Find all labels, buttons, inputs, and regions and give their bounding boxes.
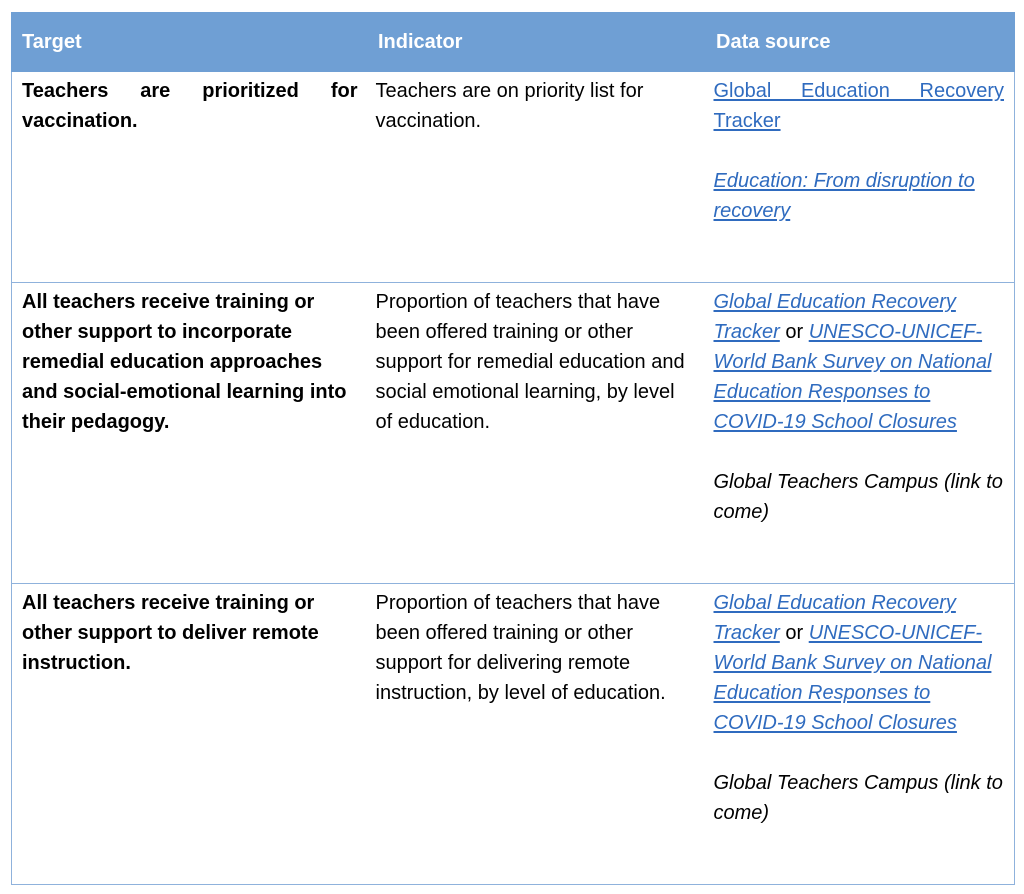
source-link-global-education-recovery-tracker[interactable]: Global Education Recovery Tracker: [713, 291, 956, 343]
source-links: [714, 588, 1005, 738]
table-header: [12, 13, 1015, 72]
target-cell: Teachers are prioritized for vaccination.: [12, 72, 366, 283]
indicator-cell: Proportion of teachers that have been offered training or other support for remedial education and social emotional learning, by level of education.: [366, 283, 704, 584]
header-target: Target: [12, 13, 366, 72]
spacer: [714, 437, 1005, 467]
source-links: [714, 287, 1005, 437]
indicator-cell: Proportion of teachers that have been offered training or other support for delivering remote instruction, by level of education.: [366, 584, 704, 885]
data-source-cell: [704, 283, 1015, 584]
target-cell: All teachers receive training or other support to incorporate remedial education approaches and social-emotional learning into their pedagogy.: [12, 283, 366, 584]
spacer: [714, 738, 1005, 768]
source-connector: or: [779, 622, 809, 644]
source-connector: or: [779, 321, 809, 343]
target-cell: All teachers receive training or other support to deliver remote instruction.: [12, 584, 366, 885]
table-row: [12, 584, 1015, 885]
spacer: [714, 136, 1005, 166]
source-link-global-education-recovery-tracker[interactable]: Global Education Recovery Tracker: [713, 80, 1004, 132]
header-indicator: Indicator: [366, 13, 704, 72]
source-link-education-disruption-to-recovery[interactable]: Education: From disruption to recovery: [713, 170, 975, 222]
header-row: [12, 13, 1015, 72]
data-source-cell: [704, 584, 1015, 885]
indicators-table-container: [11, 12, 1014, 885]
table-row: [12, 283, 1015, 584]
indicator-cell: Teachers are on priority list for vaccination.: [366, 72, 704, 283]
source-note-global-teachers-campus: Global Teachers Campus (link to come): [713, 471, 1003, 523]
source-link-global-education-recovery-tracker[interactable]: Global Education Recovery Tracker: [713, 592, 956, 644]
header-data-source: Data source: [704, 13, 1015, 72]
source-link-unesco-unicef-world-bank-survey[interactable]: UNESCO-UNICEF-World Bank Survey on National Education Responses to COVID-19 School Closures: [713, 622, 992, 734]
data-source-cell: [704, 72, 1015, 283]
source-link-unesco-unicef-world-bank-survey[interactable]: UNESCO-UNICEF-World Bank Survey on National Education Responses to COVID-19 School Closures: [713, 321, 992, 433]
source-note-global-teachers-campus: Global Teachers Campus (link to come): [713, 772, 1003, 824]
indicators-table: [11, 12, 1015, 885]
table-body: [12, 72, 1015, 885]
table-row: [12, 72, 1015, 283]
